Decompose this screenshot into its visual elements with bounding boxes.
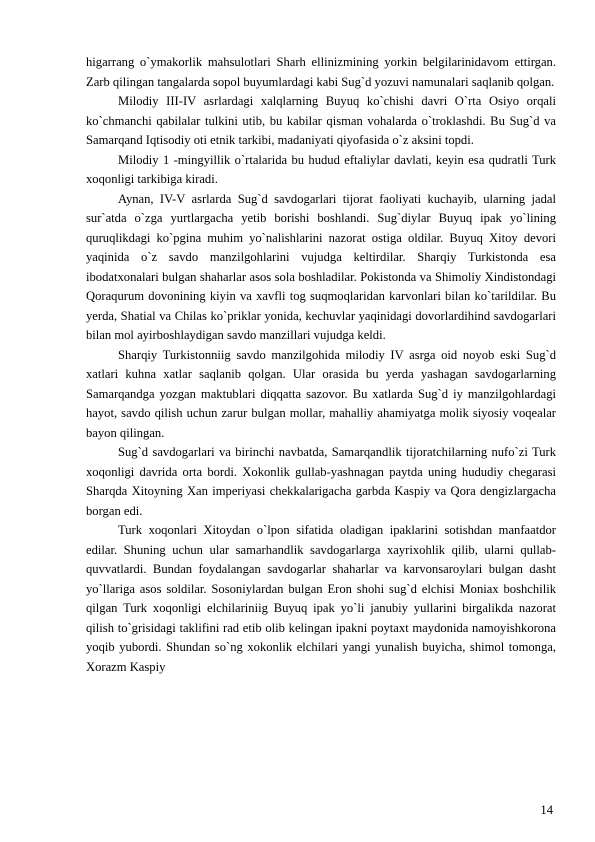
- paragraph-4: Aynan, IV-V asrlarda Sug`d savdogarlari tijorat faoliyati kuchayib, ularning jadal sur`atda o`zga yurtlargacha yetib borishi boshlandi. Sug`diylar Buyuq ipak yo`lining quruqlikdagi ko`pgina muhim yo`nalishlarini nazorat ostiga oldilar. Buyuq Xitoy devori yaqinida o`z savdo manzilgohlarini vujudga keltirdilar. Sharqiy Turkistonda esa ibodatxonalari bulgan shaharlar asos sola boshladilar. Pokistonda va Shimoliy Xindistondagi Qoraqurum dovonining kiyin va xavfli tog suqmoqlaridan karvonlari bilan ko`tarildilar. Bu yerda, Shatial va Chilas ko`priklar yonida, kechuvlar yaqinidagi dovorlardihind savdogarlari bilan mol ayirboshlaydigan savdo manzillari vujudga keldi.: [86, 191, 556, 342]
- paragraph-1: higarrang o`ymakorlik mahsulotlari Sharh ellinizmining yorkin belgilarinidavom ettirgan. Zarb qilingan tangalarda sopol buyumlardagi kabi Sug`d yozuvi namunalari saqlanib qolgan.: [86, 55, 556, 89]
- document-body: [86, 53, 556, 677]
- paragraph-3: Milodiy 1 -mingyillik o`rtalarida bu hudud eftaliylar davlati, keyin esa qudratli Turk xoqonligi tarkibiga kiradi.: [86, 152, 556, 186]
- paragraph-2: Milodiy III-IV asrlardagi xalqlarning Buyuq ko`chishi davri O`rta Osiyo orqali ko`chmanchi qabilalar tulkini utib, bu kabilar qisman vohalarda o`troklashdi. Bu Sug`d va Samarqand Iqtisodiy oti etnik tarkibi, madaniyati qiyofasida o`z aksini topdi.: [86, 94, 556, 147]
- paragraph-7: Turk xoqonlari Xitoydan o`lpon sifatida oladigan ipaklarini sotishdan manfaatdor edilar. Shuning uchun ular samarhandlik savdogarlarga xayrixohlik qilib, ularni qullab-quvvatlardi. Bundan foydalangan savdogarlar shaharlar va karvonsaroylari bulgan dasht yo`llariga asos soldilar. Sosoniylardan bulgan Eron shohi sug`d elchisi Moniax boshchilik qilgan Turk xoqonligi elchilariniig Buyuq ipak yo`li janubiy yullarini birgalikda nazorat qilish to`grisidagi taklifini rad etib olib kelingan ipakni poytaxt maydonida namoyishkorona yoqib yubordi. Shundan so`ng xokonlik elchilari yangi yunalish buyicha, shimol tomonga, Xorazm Kaspiy: [86, 523, 556, 674]
- paragraph-5: Sharqiy Turkistonniig savdo manzilgohida milodiy IV asrga oid noyob eski Sug`d xatlari kuhna xatlar saqlanib qolgan. Ular orasida bu yerda yashagan savdogarlarning Samarqandga yozgan maktublari diqqatta sazovor. Bu xatlarda Sug`d iy manzilgohlardagi hayot, savdo qilish uchun zarur bulgan mollar, mahalliy ahamiyatga molik siyosiy voqealar bayon qilingan.: [86, 347, 556, 440]
- page-number: 14: [540, 803, 553, 817]
- paragraph-6: Sug`d savdogarlari va birinchi navbatda, Samarqandlik tijoratchilarning nufo`zi Turk xoqonligi davrida orta bordi. Xokonlik gullab-yashnagan paytda uning hududiy chegarasi Sharqda Xitoyning Xan imperiyasi chekkalarigacha garbda Kaspiy va Qora dengizlargacha borgan edi.: [86, 445, 556, 518]
